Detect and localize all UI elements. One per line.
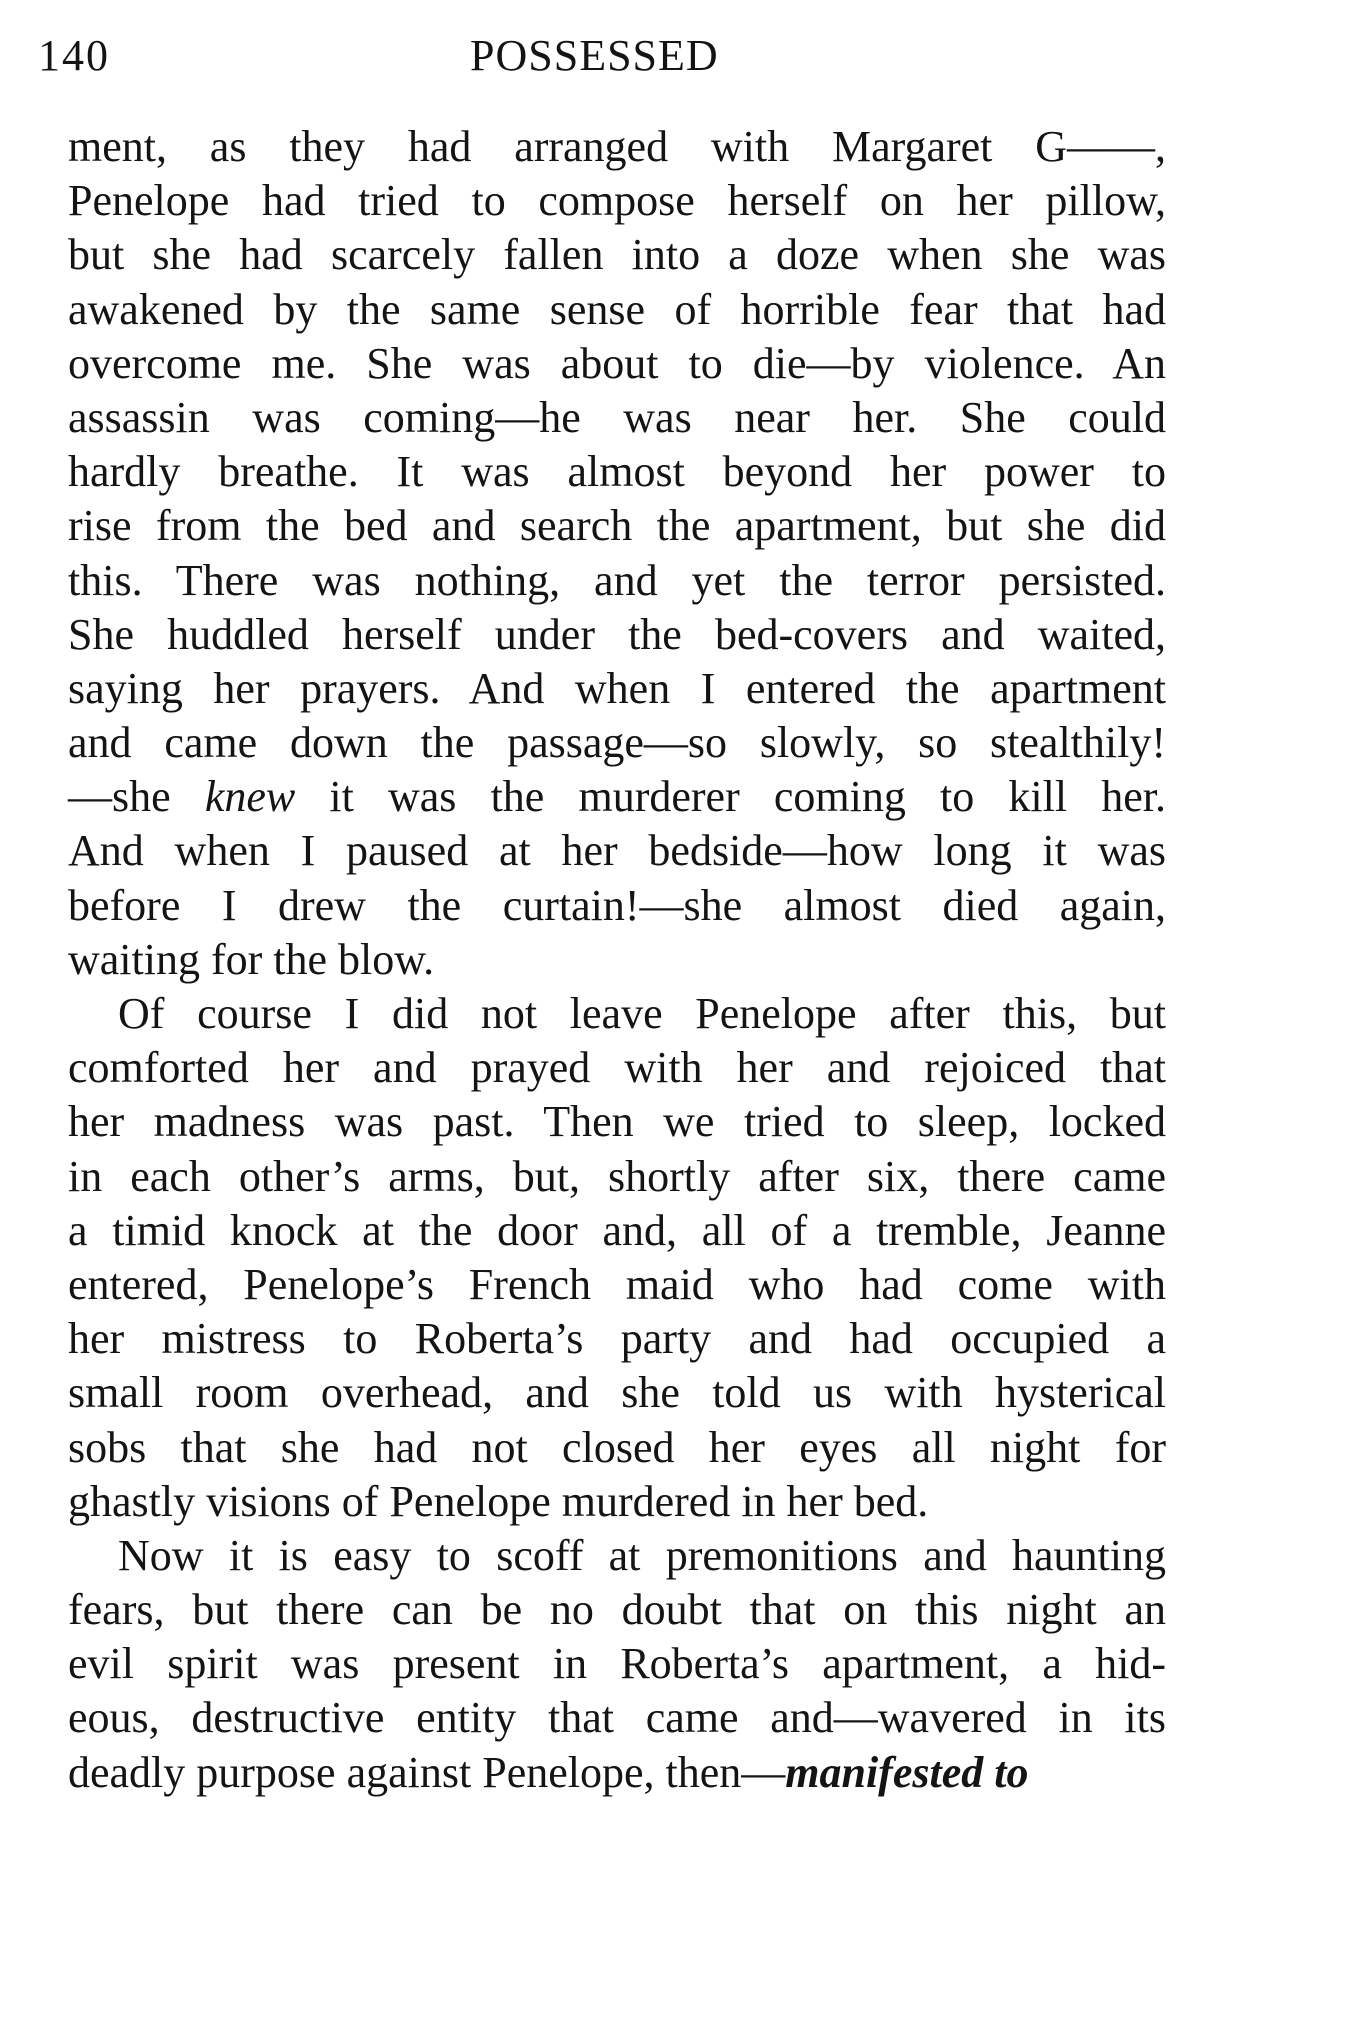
text-line	[68, 824, 1166, 878]
text-span: hardly breathe. It was almost beyond her power to	[68, 447, 1166, 497]
text-line	[68, 608, 1166, 662]
body-text	[68, 120, 1166, 1800]
text-span: her mistress to Roberta’s party and had occupied a	[68, 1314, 1166, 1364]
text-line	[68, 1637, 1166, 1691]
text-span: comforted her and prayed with her and rejoiced that	[68, 1043, 1166, 1093]
text-span: fears, but there can be no doubt that on this night an	[68, 1585, 1166, 1635]
text-line	[68, 716, 1166, 770]
text-line	[68, 1746, 1166, 1800]
text-line	[68, 1529, 1166, 1583]
text-line	[68, 391, 1166, 445]
text-line	[68, 1475, 1166, 1529]
italic-text: knew	[204, 772, 296, 822]
text-span: awakened by the same sense of horrible fear that had	[68, 284, 1166, 334]
text-line	[68, 1421, 1166, 1475]
text-span: overcome me. She was about to die—by violence. An	[68, 338, 1166, 388]
text-span: Now it is easy to scoff at premonitions and haunting	[118, 1530, 1166, 1580]
text-line	[68, 554, 1166, 608]
text-span: it was the murderer coming to kill her.	[295, 772, 1166, 822]
text-line	[68, 1691, 1166, 1745]
text-line	[68, 445, 1166, 499]
text-line	[68, 228, 1166, 282]
text-span: assassin was coming—he was near her. She could	[68, 392, 1166, 442]
text-line	[68, 1583, 1166, 1637]
text-span: —she	[68, 772, 205, 822]
text-span: ment, as they had arranged with Margaret G——,	[68, 122, 1166, 171]
text-line	[68, 662, 1166, 716]
text-line	[68, 1095, 1166, 1149]
text-line	[68, 120, 1166, 174]
paragraph	[68, 120, 1166, 987]
text-span: Of course I did not leave Penelope after this, but	[118, 989, 1166, 1038]
text-span: evil spirit was present in Roberta’s apartment, a hid-	[68, 1639, 1166, 1689]
text-line	[68, 283, 1166, 337]
text-span: a timid knock at the door and, all of a tremble, Jeanne	[68, 1205, 1166, 1255]
text-line	[68, 337, 1166, 391]
text-span: her madness was past. Then we tried to sleep, locked	[68, 1097, 1166, 1147]
text-line	[68, 1204, 1166, 1258]
text-span: saying her prayers. And when I entered the apartment	[68, 663, 1166, 713]
text-line	[68, 174, 1166, 228]
text-span: deadly purpose against Penelope, then—	[68, 1747, 786, 1797]
paragraph	[68, 987, 1166, 1529]
bold-italic-text: manifested to	[785, 1747, 1029, 1797]
text-span: in each other’s arms, but, shortly after six, there came	[68, 1151, 1166, 1201]
text-span: Penelope had tried to compose herself on her pillow,	[68, 176, 1166, 226]
text-span: waiting for the blow.	[68, 934, 435, 984]
text-span: before I drew the curtain!—she almost died again,	[68, 880, 1166, 930]
running-head: POSSESSED	[470, 31, 719, 80]
text-line	[68, 1258, 1166, 1312]
paragraph	[68, 1529, 1166, 1800]
text-span: this. There was nothing, and yet the terror persisted.	[68, 555, 1166, 605]
text-span: sobs that she had not closed her eyes all night for	[68, 1422, 1166, 1472]
text-line	[68, 770, 1166, 824]
text-span: but she had scarcely fallen into a doze when she was	[68, 230, 1166, 280]
text-span: And when I paused at her bedside—how long it was	[68, 826, 1166, 876]
text-span: She huddled herself under the bed-covers and waited,	[68, 609, 1166, 659]
text-span: rise from the bed and search the apartment, but she did	[68, 501, 1166, 551]
text-line	[68, 879, 1166, 933]
text-line	[68, 987, 1166, 1041]
text-span: eous, destructive entity that came and—wavered in its	[68, 1693, 1166, 1743]
text-span: small room overhead, and she told us with hysterical	[68, 1368, 1166, 1418]
text-span: ghastly visions of Penelope murdered in her bed.	[68, 1476, 929, 1526]
text-line	[68, 1041, 1166, 1095]
text-line	[68, 1312, 1166, 1366]
text-line	[68, 499, 1166, 553]
text-line	[68, 933, 1166, 987]
text-span: entered, Penelope’s French maid who had come with	[68, 1259, 1166, 1309]
text-line	[68, 1150, 1166, 1204]
text-line	[68, 1366, 1166, 1420]
text-span: and came down the passage—so slowly, so stealthily!	[68, 718, 1166, 768]
page-number: 140	[38, 31, 110, 80]
